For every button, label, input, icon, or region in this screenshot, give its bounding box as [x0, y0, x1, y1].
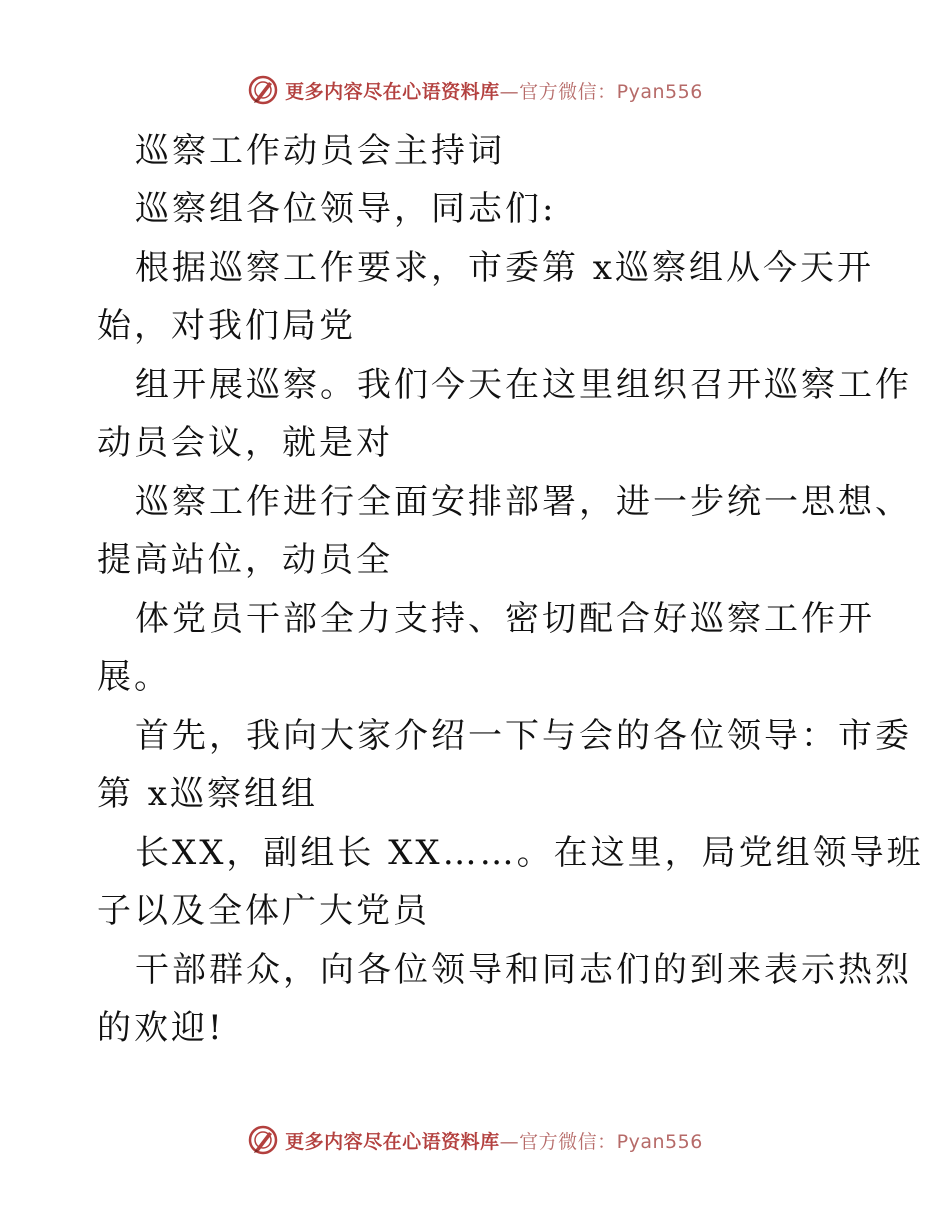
paragraph-line: 首先，我向大家介绍一下与会的各位领导：市委: [135, 716, 912, 756]
paragraph-line: 根据巡察工作要求，市委第 x巡察组从今天开: [135, 248, 874, 288]
document-title: 巡察工作动员会主持词: [135, 131, 505, 171]
paragraph-line: 动员会议，就是对: [97, 423, 393, 463]
paragraph-line: 第 x巡察组组: [97, 774, 318, 814]
paragraph-line: 展。: [97, 657, 171, 697]
paragraph-line: 子以及全体广大党员: [97, 891, 430, 931]
banner-brand: 更多内容尽在心语资料库: [285, 80, 500, 103]
paragraph-line: 体党员干部全力支持、密切配合好巡察工作开: [135, 599, 875, 639]
pen-in-circle-icon: [247, 1124, 279, 1156]
paragraph-line: 组开展巡察。我们今天在这里组织召开巡察工作: [135, 365, 912, 405]
header-banner: [0, 70, 950, 110]
banner-contact: 官方微信：Pyan556: [519, 80, 703, 103]
paragraph-line: 始，对我们局党: [97, 306, 356, 346]
banner-text: [285, 77, 703, 104]
paragraph-line: 巡察工作进行全面安排部署，进一步统一思想、: [135, 482, 912, 522]
salutation: 巡察组各位领导，同志们:: [135, 189, 557, 229]
banner-separator: —: [499, 1130, 520, 1153]
paragraph-line: 的欢迎!: [97, 1008, 225, 1048]
paragraph-line: 长XX，副组长 XX……。在这里，局党组领导班: [135, 833, 924, 873]
banner-separator: —: [499, 80, 520, 103]
footer-banner: [0, 1120, 950, 1160]
banner-brand: 更多内容尽在心语资料库: [285, 1130, 500, 1153]
paragraph-line: 干部群众，向各位领导和同志们的到来表示热烈: [135, 950, 912, 990]
paragraph-line: 提高站位，动员全: [97, 540, 393, 580]
banner-contact: 官方微信：Pyan556: [519, 1130, 703, 1153]
pen-in-circle-icon: [247, 74, 279, 106]
banner-text: [285, 1127, 703, 1154]
